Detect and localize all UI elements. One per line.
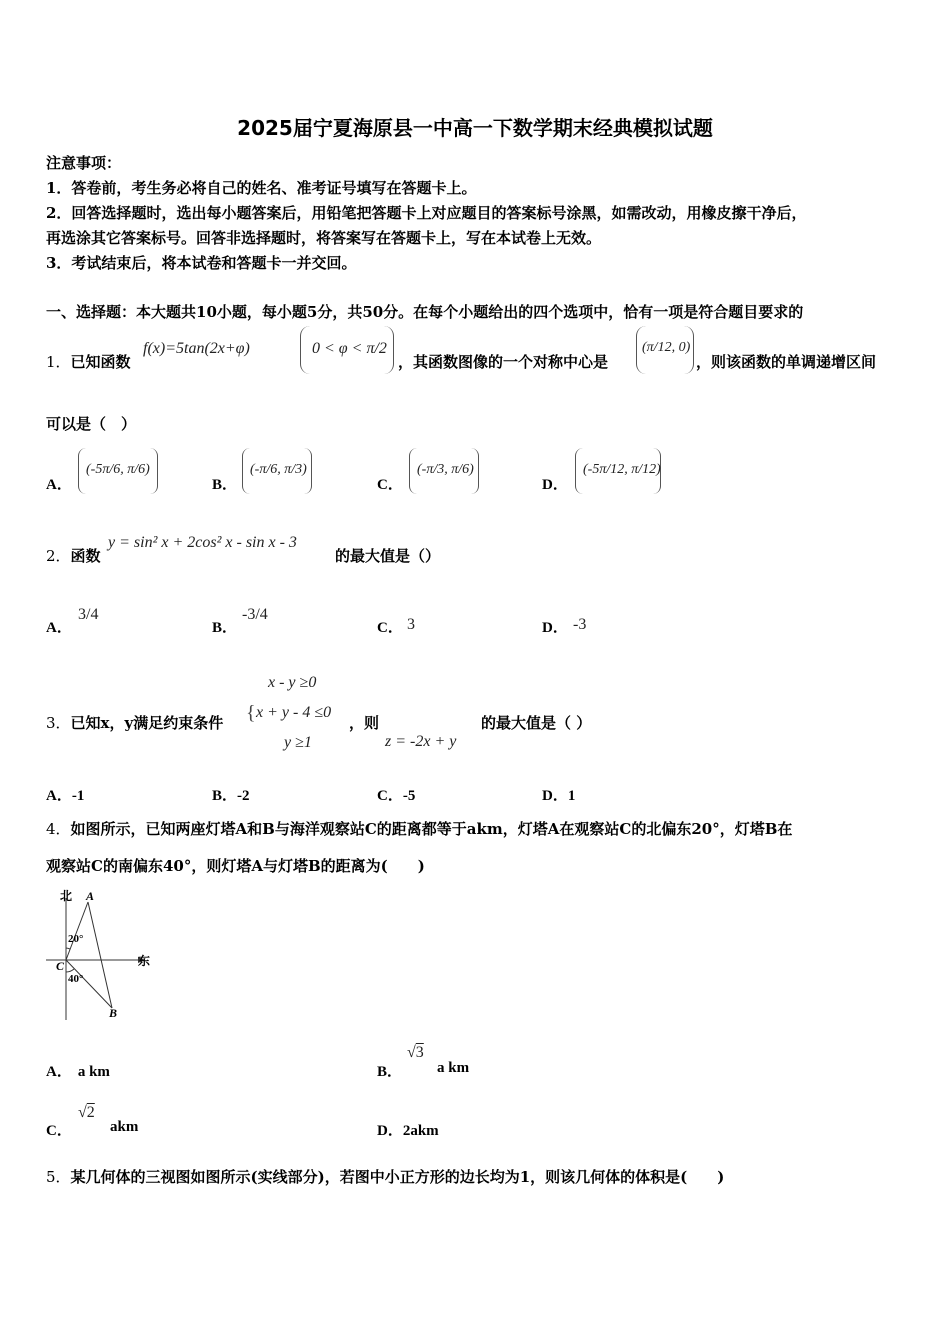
q2-pre: 函数 — [70, 547, 101, 565]
segment-ab — [88, 902, 112, 1008]
q3-option-d-label: D． — [542, 788, 568, 804]
q3-option-c-text: -5 — [402, 788, 416, 804]
q4-option-d-label: D． — [377, 1123, 403, 1139]
q1-option-c-label[interactable]: C． — [377, 477, 403, 493]
notice-item-2: 2．回答选择题时，选出每小题答案后，用铅笔把答题卡上对应题目的答案标号涂黑，如需改动，用橡皮擦干净后， — [46, 204, 807, 222]
angle-arc-20 — [66, 948, 70, 949]
q4-option-b-radicand: 3 — [415, 1044, 424, 1061]
q1-pre: 已知函数 — [70, 353, 131, 371]
q5-text: 某几何体的三视图如图所示(实线部分)，若图中小正方形的边长均为1，则该几何体的体积是( ) — [70, 1168, 725, 1186]
q4-option-a-label: A． — [46, 1064, 72, 1080]
notice-item-2-cont: 再选涂其它答案标号。回答非选择题时，将答案写在答题卡上，写在本试卷上无效。 — [46, 229, 602, 247]
notice-heading: 注意事项： — [46, 154, 122, 172]
q1-mid: ，其函数图像的一个对称中心是 — [398, 353, 609, 371]
north-label: 北 — [60, 889, 73, 903]
q4-line1-text: 如图所示，已知两座灯塔A和B与海洋观察站C的距离都等于akm，灯塔A在观察站C的北偏东20°，灯塔B在 — [70, 820, 793, 838]
q4-line1 — [46, 818, 792, 839]
q1-option-d-label[interactable]: D． — [542, 477, 568, 493]
q2-option-a-label[interactable]: A． — [46, 620, 72, 636]
q3-number: 3． — [46, 714, 71, 732]
q1-function: f(x)=5tan(2x+φ) — [143, 340, 250, 357]
q2-number: 2． — [46, 547, 71, 565]
q3-constraint-2: x + y - 4 ≤0 — [256, 704, 332, 721]
q4-option-d[interactable] — [377, 1119, 439, 1140]
q1-option-d[interactable]: (-5π/12, π/12) — [583, 462, 661, 477]
angle-20-label: 20° — [68, 933, 84, 945]
point-a-label: A — [86, 889, 95, 903]
section-heading: 一、选择题：本大题共10小题，每小题5分，共50分。在每个小题给出的四个选项中，恰有一项是符合题目要求的 — [46, 303, 804, 321]
q1-option-a-label[interactable]: A． — [46, 477, 72, 493]
q2-option-b-label[interactable]: B． — [212, 620, 238, 636]
q3-brace: { — [246, 702, 256, 724]
q4-option-b-text[interactable]: a km — [437, 1060, 470, 1076]
notice-item-1: 1．答卷前，考生务必将自己的姓名、准考证号填写在答题卡上。 — [46, 179, 477, 197]
q4-option-b-label[interactable]: B． — [377, 1064, 403, 1080]
q3-stem — [46, 712, 223, 733]
q3-option-b[interactable] — [212, 784, 250, 805]
q3-option-c[interactable] — [377, 784, 415, 805]
q1-condition: 0 < φ < π/2 — [312, 340, 387, 357]
q4-line2: 观察站C的南偏东40°，则灯塔A与灯塔B的距离为( ) — [46, 857, 425, 875]
page-title: 2025届宁夏海原县一中高一下数学期末经典模拟试题 — [237, 116, 713, 140]
angle-40-label: 40° — [68, 973, 84, 985]
q4-option-a-text: a km — [77, 1064, 110, 1080]
q1-option-b[interactable]: (-π/6, π/3) — [250, 462, 307, 477]
east-label: 东 — [138, 954, 151, 968]
q5-number: 5． — [46, 1168, 71, 1186]
q3-option-b-label: B． — [212, 788, 238, 804]
q3-option-c-label: C． — [377, 788, 403, 804]
q1-center: (π/12, 0) — [642, 340, 691, 355]
q4-option-c-radical: √2 — [78, 1104, 95, 1121]
q4-option-d-text: 2akm — [402, 1123, 439, 1139]
q3-option-b-text: -2 — [237, 788, 250, 804]
q2-option-c[interactable]: 3 — [407, 616, 415, 633]
q4-figure — [42, 884, 157, 1024]
q3-option-a-text: -1 — [71, 788, 85, 804]
point-b-label: B — [109, 1006, 118, 1020]
q3-option-a[interactable] — [46, 784, 84, 805]
q5-stem — [46, 1166, 724, 1187]
q2-expression: y = sin² x + 2cos² x - sin x - 3 — [108, 534, 297, 551]
q3-option-d-text: 1 — [567, 788, 576, 804]
q2-option-a[interactable]: 3/4 — [78, 606, 99, 623]
q3-mid: ，则 — [349, 714, 380, 732]
q4-option-c-label[interactable]: C． — [46, 1123, 72, 1139]
q1-line2: 可以是（ ） — [46, 415, 137, 433]
q2-option-d-label[interactable]: D． — [542, 620, 568, 636]
q1-option-b-label[interactable]: B． — [212, 477, 238, 493]
q1-number: 1． — [46, 353, 71, 371]
point-c-label: C — [56, 959, 65, 973]
q4-number: 4． — [46, 820, 71, 838]
q3-post: 的最大值是（ ） — [481, 714, 592, 732]
q1-option-c[interactable]: (-π/3, π/6) — [417, 462, 474, 477]
q3-constraint-1: x - y ≥0 — [268, 674, 317, 691]
angle-arc-40 — [66, 969, 74, 972]
q4-option-b-radical: √3 — [407, 1044, 424, 1061]
q3-pre: 已知x，y满足约束条件 — [70, 714, 224, 732]
q3-objective: z = -2x + y — [385, 733, 457, 750]
q4-option-c-radicand: 2 — [86, 1104, 95, 1121]
q2-option-d[interactable]: -3 — [573, 616, 587, 633]
segment-ca — [66, 902, 88, 960]
q4-option-c-text[interactable]: akm — [110, 1119, 139, 1135]
q1-stem — [46, 351, 131, 372]
q2-option-b[interactable]: -3/4 — [242, 606, 268, 623]
q3-option-a-label: A． — [46, 788, 72, 804]
q1-option-a[interactable]: (-5π/6, π/6) — [86, 462, 150, 477]
q2-option-c-label[interactable]: C． — [377, 620, 403, 636]
q1-post: ，则该函数的单调递增区间 — [696, 353, 877, 371]
q2-post: 的最大值是（） — [335, 547, 441, 565]
q2-stem — [46, 545, 101, 566]
notice-item-3: 3．考试结束后，将本试卷和答题卡一并交回。 — [46, 254, 357, 272]
q3-constraint-3: y ≥1 — [284, 734, 312, 751]
q4-option-a[interactable] — [46, 1060, 110, 1081]
q3-option-d[interactable] — [542, 784, 575, 805]
